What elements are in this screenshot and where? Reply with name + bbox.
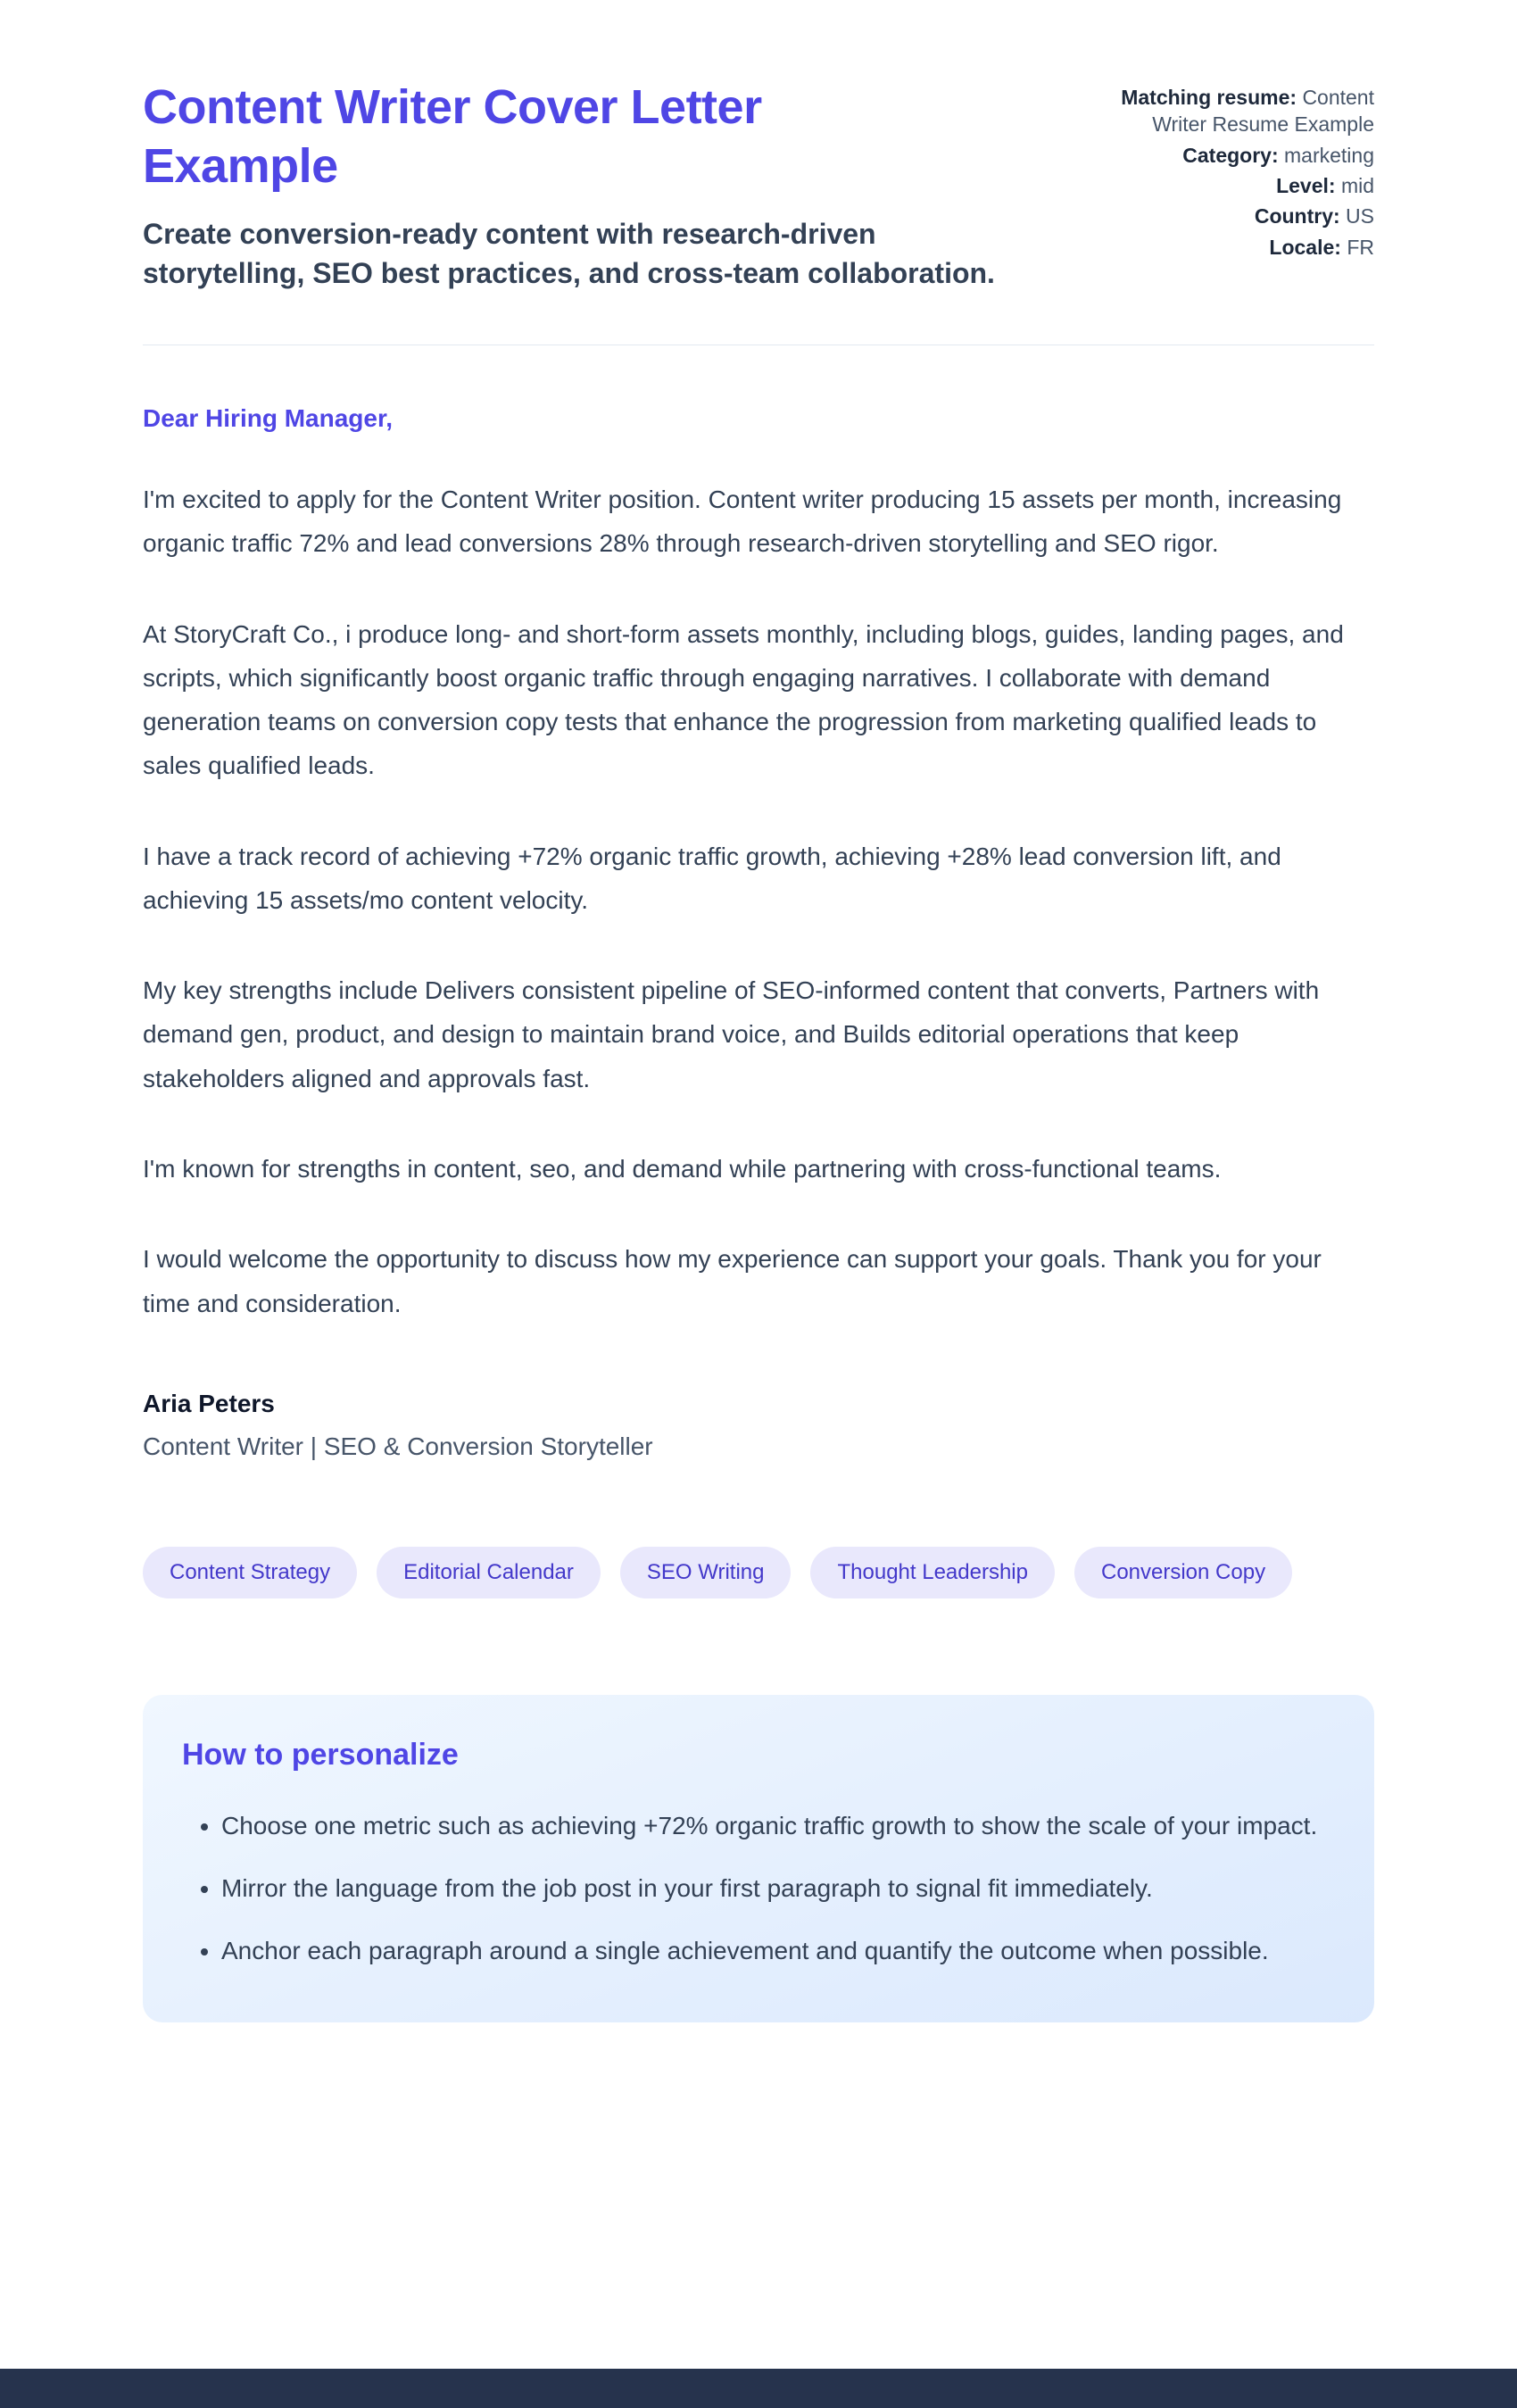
- meta-value: mid: [1340, 174, 1374, 198]
- personalize-item: • Mirror the language from the job post in your first paragraph to signal fit immediately.: [221, 1867, 1328, 1910]
- meta-row-matching-resume: [1107, 84, 1374, 138]
- page-title: Content Writer Cover Letter Example: [143, 80, 762, 193]
- meta-row-level: [1107, 172, 1374, 199]
- signature-title: Content Writer | SEO & Conversion Storyteller: [143, 1432, 653, 1460]
- signature-block: [143, 1390, 1374, 1461]
- header-left: [143, 79, 1044, 293]
- tag-chip-content-strategy: Content Strategy: [143, 1547, 357, 1598]
- letter-paragraph: My key strengths include Delivers consistent pipeline of SEO-informed content that converts, Partners with demand gen, product, and design to maintain brand voice, and Builds editorial operations that keep stakeholders aligned and approvals fast.: [143, 976, 1320, 1092]
- personalize-title: How to personalize: [182, 1737, 459, 1772]
- meta-label: Locale:: [1269, 235, 1341, 259]
- letter-paragraph: I have a track record of achieving +72% organic traffic growth, achieving +28% lead conversion lift, and achieving 15 assets/mo content velocity.: [143, 842, 1281, 914]
- meta-value: marketing: [1284, 143, 1374, 167]
- letter-paragraph: I would welcome the opportunity to discuss how my experience can support your goals. Thank you for your time and consideration.: [143, 1245, 1322, 1317]
- tag-chip-editorial-calendar: Editorial Calendar: [377, 1547, 601, 1598]
- skill-tags: [143, 1547, 1374, 1598]
- meta-row-category: [1107, 142, 1374, 169]
- tag-chip-seo-writing: SEO Writing: [620, 1547, 792, 1598]
- meta-value: US: [1346, 204, 1374, 228]
- personalize-card: [143, 1695, 1374, 2022]
- salutation: Dear Hiring Manager,: [143, 404, 394, 433]
- personalize-item: • Choose one metric such as achieving +72% organic traffic growth to show the scale of your impact.: [221, 1805, 1328, 1848]
- letter-paragraph: At StoryCraft Co., i produce long- and short-form assets monthly, including blogs, guides, landing pages, and scripts, which significantly boost organic traffic through engaging narratives. I collaborate with demand generation teams on conversion copy tests that enhance the progression from marketing qualified leads to sales qualified leads.: [143, 619, 1344, 780]
- meta-label: Matching resume:: [1121, 86, 1297, 109]
- cover-letter-body: [143, 404, 1374, 1461]
- personalize-list: [182, 1805, 1328, 1972]
- personalize-item: • Anchor each paragraph around a single achievement and quantify the outcome when possible.: [221, 1930, 1328, 1972]
- tag-chip-conversion-copy: Conversion Copy: [1074, 1547, 1292, 1598]
- tag-chip-thought-leadership: Thought Leadership: [810, 1547, 1055, 1598]
- meta-row-locale: [1107, 234, 1374, 261]
- page-subtitle: Create conversion-ready content with research-driven storytelling, SEO best practices, and cross-team collaboration.: [143, 217, 995, 289]
- meta-label: Level:: [1276, 174, 1336, 198]
- meta-row-country: [1107, 203, 1374, 229]
- meta-value: FR: [1347, 235, 1374, 259]
- meta-block: [1107, 79, 1374, 264]
- content-container: [143, 0, 1374, 2022]
- header: [143, 79, 1374, 293]
- signature-name: Aria Peters: [143, 1389, 275, 1417]
- meta-label: Country:: [1254, 204, 1340, 228]
- meta-value: Content Writer Resume Example: [1152, 86, 1374, 137]
- footer-bar: [0, 2369, 1517, 2408]
- letter-paragraph: I'm excited to apply for the Content Writer position. Content writer producing 15 assets per month, increasing organic traffic 72% and lead conversions 28% through research-driven storytelling and SEO rigor.: [143, 486, 1342, 558]
- meta-label: Category:: [1182, 143, 1279, 167]
- letter-paragraph: I'm known for strengths in content, seo, and demand while partnering with cross-functional teams.: [143, 1154, 1222, 1183]
